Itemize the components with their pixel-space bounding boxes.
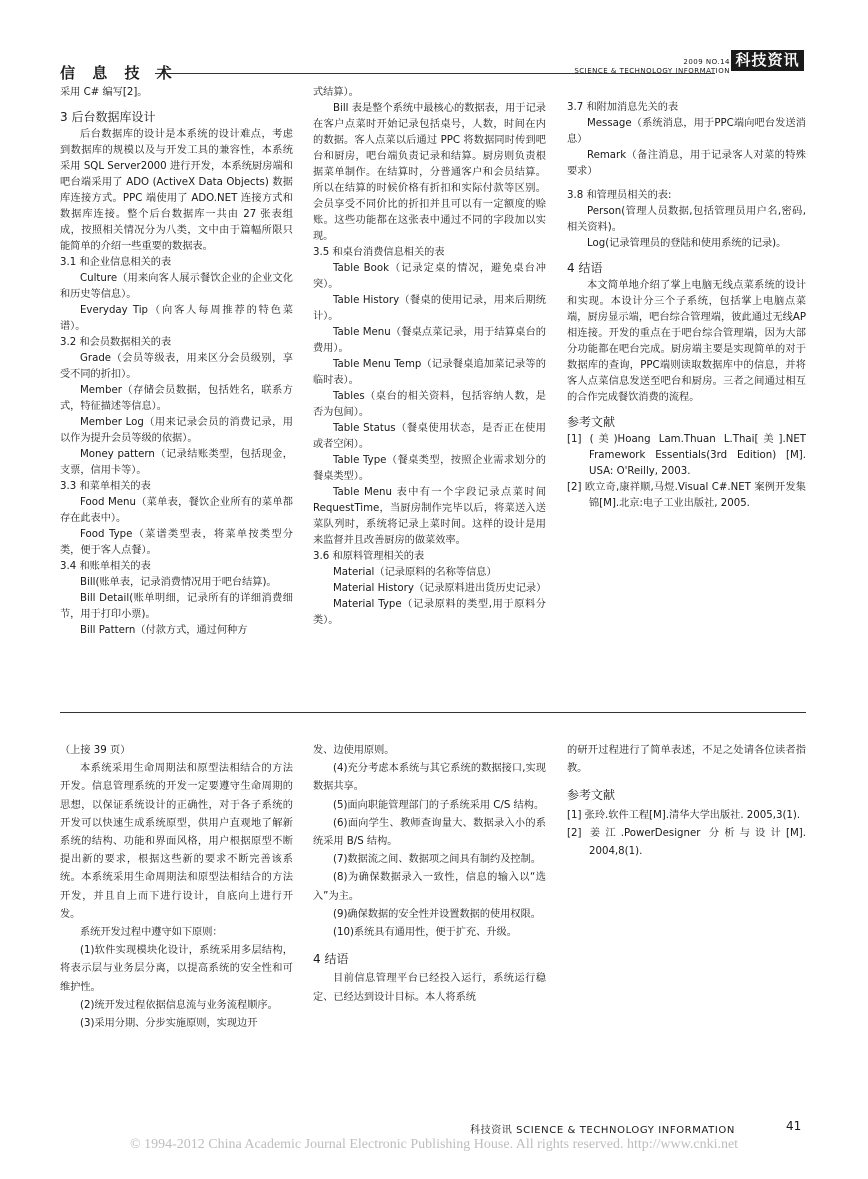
paragraph: (4)充分考虑本系统与其它系统的数据接口,实现数据共享。 bbox=[313, 763, 546, 793]
paragraph: Food Type（菜谱类型表，将菜单按类型分类，便于客人点餐）。 bbox=[60, 529, 293, 556]
paragraph: Material History（记录原料进出货历史记录） bbox=[333, 583, 547, 594]
subsection-heading: 3.3 和菜单相关的表 bbox=[60, 481, 151, 492]
paragraph: 目前信息管理平台已经投入运行，系统运行稳定、已经达到设计目标。本人将系统 bbox=[313, 973, 546, 1003]
upper-column-3 bbox=[567, 100, 806, 512]
paragraph: Money pattern（记录结账类型，包括现金，支票，信用卡等）。 bbox=[60, 449, 293, 476]
paragraph: 后台数据库的设计是本系统的设计难点，考虑到数据库的规模以及与开发工具的兼容性，本系统采用 SQL Server2000 进行开发，本系统厨房端和吧台端采用了 ADO (ActiveX Data Objects) 数据库连接方式。PPC 端使用了 ADO.NET 连接方式和数据库连接。整个后台数据库一共由 27 张表组成，按照相关情况分为八类，文中由于篇幅所限只能简单的介绍一些重要的数据表。 bbox=[60, 129, 293, 252]
paragraph: 的研开过程进行了简单表述，不足之处请各位读者指教。 bbox=[567, 745, 806, 775]
footer-journal: 科技资讯 SCIENCE & TECHNOLOGY INFORMATION bbox=[470, 1125, 735, 1136]
paragraph: (3)采用分期、分步实施原则，实现边开 bbox=[80, 1018, 258, 1030]
paragraph: Remark（备注消息，用于记录客人对菜的特殊要求） bbox=[567, 150, 806, 177]
paragraph: Grade（会员等级表，用来区分会员级别，享受不同的折扣）。 bbox=[60, 353, 293, 380]
paragraph: Table Menu（餐桌点菜记录，用于结算桌台的费用）。 bbox=[313, 327, 546, 354]
paragraph: Log(记录管理员的登陆和使用系统的记录)。 bbox=[587, 238, 787, 249]
paragraph: (7)数据流之间、数据项之间具有制约及控制。 bbox=[333, 854, 541, 866]
paragraph: Bill Pattern（付款方式，通过何种方 bbox=[80, 625, 248, 636]
reference-item: [2] 姜江.PowerDesigner 分析与设计[M]. 2004,8(1). bbox=[567, 827, 806, 858]
paragraph: Bill Detail(账单明细，记录所有的详细消费细节，用于打印小票)。 bbox=[60, 593, 293, 620]
paragraph: (5)面向职能管理部门的子系统采用 C/S 结构。 bbox=[333, 799, 545, 811]
paragraph: Culture（用来向客人展示餐饮企业的企业文化和历史等信息）。 bbox=[60, 273, 293, 300]
paragraph: 发、边使用原则。 bbox=[313, 745, 395, 756]
paragraph: Material（记录原料的名称等信息） bbox=[333, 567, 497, 578]
reference-item: [1] (美)Hoang Lam.Thuan L.Thai[美].NET Framework Essentials(3rd Edition) [M]. USA: O'Reilly, 2003. bbox=[567, 434, 806, 477]
paragraph: (2)统开发过程依据信息流与业务流程顺序。 bbox=[80, 999, 278, 1011]
section-heading: 参考文献 bbox=[567, 415, 616, 429]
paragraph: 本系统采用生命周期法和原型法相结合的方法开发。信息管理系统的开发一定要遵守生命周期的思想，以保证系统设计的正确性，对于各子系统的开发可以快速生成系统原型，供用户直观地了解新系统的结构、功能和界面风格，用户根据原型不断提出新的要求，根据这些新的要求不断完善该系统。本系统采用生命周期法和原型法相结合的方法开发，并且自上而下进行设计，自底向上进行开发。 bbox=[60, 763, 293, 920]
paragraph: 式结算）。 bbox=[313, 87, 359, 98]
upper-column-1 bbox=[60, 85, 293, 639]
paragraph: Table Status（餐桌使用状态，是否正在使用或者空闲）。 bbox=[313, 423, 546, 450]
paragraph: Bill 表是整个系统中最核心的数据表，用于记录在客户点菜时开始记录包括桌号，人数，时间在内的数据。客人点菜以后通过 PPC 将数据同时传到吧台和厨房，吧台端负责记录和结算。厨房则负责根据菜单制作。在结算时，分普通客户和会员结算。所以在结算的时候价格有折扣和实际付款等区别。会员享受不同价比的折扣并且可以有一定额度的赊账。这些功能都在这张表中通过不同的字段加以实现。 bbox=[313, 103, 546, 242]
page-number: 41 bbox=[786, 1119, 802, 1133]
paragraph: Message（系统消息，用于PPC端向吧台发送消息） bbox=[567, 118, 806, 145]
subsection-heading: 3.7 和附加消息先关的表 bbox=[567, 102, 679, 113]
section-heading: 4 结语 bbox=[567, 261, 603, 275]
paragraph: Bill(账单表，记录消费情况用于吧台结算)。 bbox=[80, 577, 277, 588]
article-divider bbox=[60, 712, 806, 713]
paragraph: 系统开发过程中遵守如下原则： bbox=[80, 927, 223, 939]
paragraph: Material Type（记录原料的类型,用于原料分类）。 bbox=[313, 599, 546, 626]
paragraph: Table Menu 表中有一个字段记录点菜时间RequestTime，当厨房制作完毕以后，将菜送入送菜队列时，系统将记录上菜时间。这样的设计是用来监督并且改善厨房的做菜效率。 bbox=[313, 487, 546, 546]
paragraph: Table History（餐桌的使用记录，用来后期统计）。 bbox=[313, 295, 546, 322]
upper-column-2 bbox=[313, 85, 546, 629]
paragraph: 采用 C# 编写[2]。 bbox=[60, 87, 148, 98]
paragraph: Member Log（用来记录会员的消费记录，用以作为提升会员等级的依据）。 bbox=[60, 417, 293, 444]
paragraph: Person(管理人员数据,包括管理员用户名,密码,相关资料)。 bbox=[567, 206, 806, 233]
lower-column-1 bbox=[60, 742, 293, 1033]
paragraph: Member（存储会员数据，包括姓名，联系方式，特征描述等信息）。 bbox=[60, 385, 293, 412]
lower-column-3 bbox=[567, 742, 806, 861]
paragraph: Table Menu Temp（记录餐桌追加菜记录等的临时表）。 bbox=[313, 359, 546, 386]
subsection-heading: 3.4 和账单相关的表 bbox=[60, 561, 151, 572]
lower-column-2 bbox=[313, 742, 546, 1007]
section-heading: 4 结语 bbox=[313, 952, 349, 967]
reference-item: [2] 欧立奇,康祥顺,马煜.Visual C#.NET 案例开发集锦[M].北京:电子工业出版社, 2005. bbox=[567, 482, 806, 509]
subsection-heading: 3.5 和桌台消费信息相关的表 bbox=[313, 247, 445, 258]
paragraph: (1)软件实现模块化设计，系统采用多层结构，将表示层与业务层分离，以提高系统的安全性和可维护性。 bbox=[60, 945, 293, 993]
section-heading: 参考文献 bbox=[567, 788, 616, 803]
spacer bbox=[567, 180, 806, 188]
paragraph: 本文简单地介绍了掌上电脑无线点菜系统的设计和实现。本设计分三个子系统，包括掌上电脑点菜端，厨房显示端，吧台综合管理端，彼此通过无线AP相连接。开发的重点在于吧台综合管理端，因为大部分功能都在吧台完成。厨房端主要是实现简单的对于数据库的查询，PPC端则读取数据库中的信息，并将客人点菜信息发送至吧台和厨房。三者之间通过相互的合作完成餐饮消费的流程。 bbox=[567, 280, 806, 403]
paragraph: (8)为确保数据录入一致性，信息的输入以“选入”为主。 bbox=[313, 872, 546, 902]
paragraph: Everyday Tip（向客人每周推荐的特色菜谱）。 bbox=[60, 305, 293, 332]
copyright-watermark: © 1994-2012 China Academic Journal Electronic Publishing House. All rights reserved. http://www.cnki.net bbox=[129, 1137, 739, 1152]
paragraph: Food Menu（菜单表，餐饮企业所有的菜单都存在此表中）。 bbox=[60, 497, 293, 524]
section-heading: 3 后台数据库设计 bbox=[60, 110, 156, 124]
paragraph: (9)确保数据的安全性并设置数据的使用权限。 bbox=[333, 908, 541, 920]
subsection-heading: 3.2 和会员数据相关的表 bbox=[60, 337, 172, 348]
reference-item: [1] 张玲.软件工程[M].清华大学出版社. 2005,3(1). bbox=[567, 809, 801, 821]
subsection-heading: 3.6 和原料管理相关的表 bbox=[313, 551, 425, 562]
paragraph: （上接 39 页） bbox=[60, 745, 131, 756]
subsection-heading: 3.1 和企业信息相关的表 bbox=[60, 257, 172, 268]
paragraph: (10)系统具有通用性，便于扩充、升级。 bbox=[333, 927, 517, 939]
paragraph: (6)面向学生、教师查询量大、数据录入小的系统采用 B/S 结构。 bbox=[313, 817, 546, 848]
paragraph: Table Type（餐桌类型，按照企业需求划分的餐桌类型）。 bbox=[313, 455, 546, 482]
subsection-heading: 3.8 和管理员相关的表: bbox=[567, 190, 672, 201]
journal-issue-line: 2009 NO.14 SCIENCE & TECHNOLOGY INFORMATION bbox=[574, 58, 730, 75]
paragraph: Tables（桌台的相关资料，包括容纳人数，是否为包间）。 bbox=[313, 391, 546, 418]
paragraph: Table Book（记录定桌的情况，避免桌台冲突）。 bbox=[313, 263, 546, 290]
section-title: 信 息 技 术 bbox=[60, 64, 178, 82]
journal-brand-logo: 科技资讯 bbox=[731, 50, 804, 71]
